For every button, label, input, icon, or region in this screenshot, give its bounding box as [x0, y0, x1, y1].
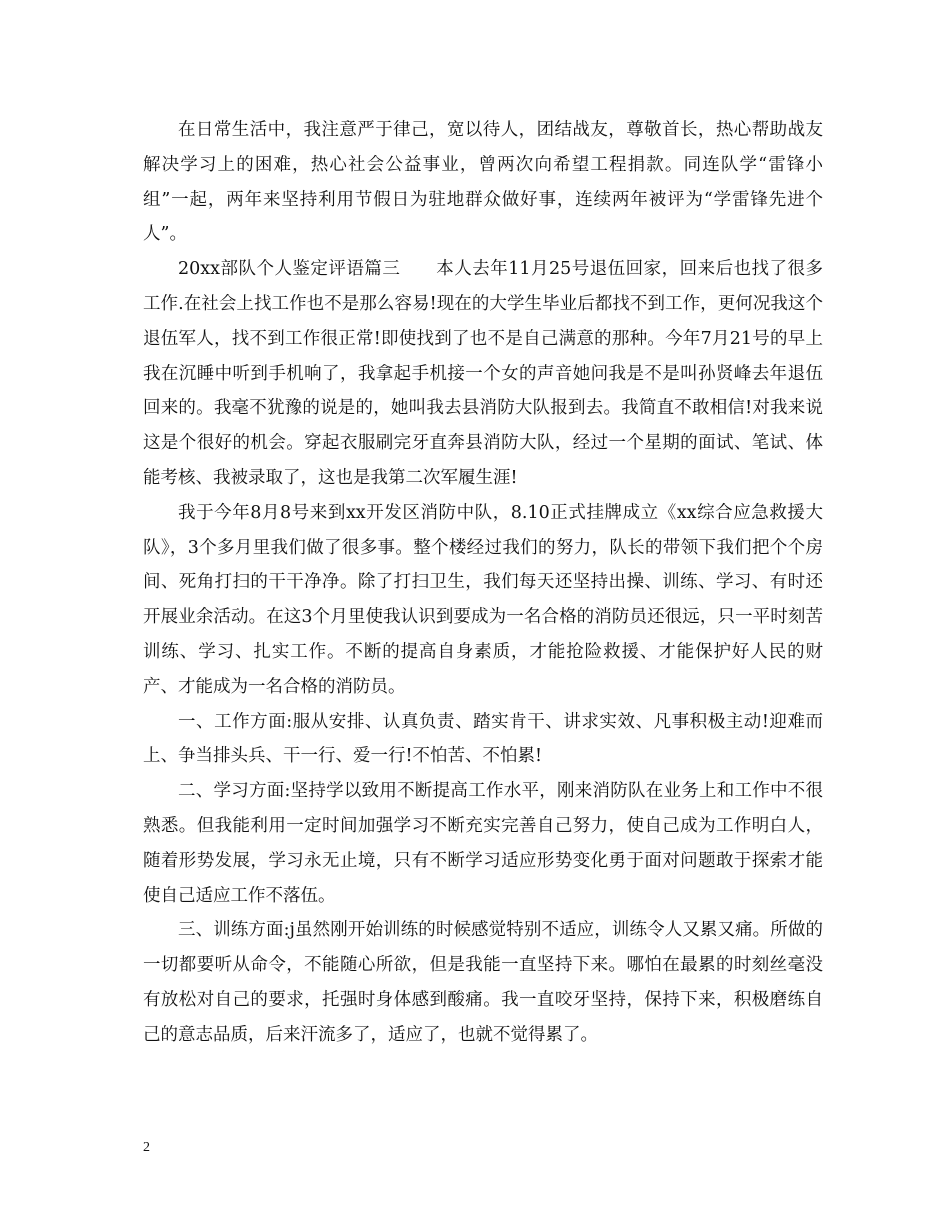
body-text [143, 113, 823, 1053]
paragraph: 我于今年8月8号来到xx开发区消防中队，8.10正式挂牌成立《xx综合应急救援大队》，3个多月里我们做了很多事。整个楼经过我们的努力，队长的带领下我们把个个房间、死角打扫的干干净净。除了打扫卫生，我们每天还坚持出操、训练、学习、有时还开展业余活动。在这3个月里使我认识到要成为一名合格的消防员还很远，只一平时刻苦训练、学习、扎实工作。不断的提高自身素质，才能抢险救援、才能保护好人民的财产、才能成为一名合格的消防员。 [143, 502, 823, 697]
page-number: 2 [143, 1140, 150, 1155]
paragraph: 在日常生活中，我注意严于律己，宽以待人，团结战友，尊敬首长，热心帮助战友解决学习上的困难，热心社会公益事业，曾两次向希望工程捐款。同连队学“雷锋小组”一起，两年来坚持利用节假日为驻地群众做好事，连续两年被评为“学雷锋先进个人”。 [143, 120, 823, 245]
paragraph: 20xx部队个人鉴定评语篇三 本人去年11月25号退伍回家，回来后也找了很多工作.在社会上找工作也不是那么容易!现在的大学生毕业后都找不到工作，更何况我这个退伍军人，找不到工作很正常!即使找到了也不是自己满意的那种。今年7月21号的早上我在沉睡中听到手机响了，我拿起手机接一个女的声音她问我是不是叫孙贤峰去年退伍回来的。我毫不犹豫的说是的，她叫我去县消防大队报到去。我简直不敢相信!对我来说这是个很好的机会。穿起衣服刷完牙直奔县消防大队，经过一个星期的面试、笔试、体能考核、我被录取了，这也是我第二次军履生涯! [143, 259, 823, 488]
paragraph: 一、工作方面:服从安排、认真负责、踏实肯干、讲求实效、凡事积极主动!迎难而上、争当排头兵、干一行、爱一行!不怕苦、不怕累! [143, 711, 823, 767]
paragraph: 三、训练方面:j虽然刚开始训练的时候感觉特别不适应，训练令人又累又痛。所做的一切都要听从命令，不能随心所欲，但是我能一直坚持下来。哪怕在最累的时刻丝毫没有放松对自己的要求，托强时身体感到酸痛。我一直咬牙坚持，保持下来，积极磨练自己的意志品质，后来汗流多了，适应了，也就不觉得累了。 [143, 920, 823, 1045]
paragraph: 二、学习方面:坚持学以致用不断提高工作水平，刚来消防队在业务上和工作中不很熟悉。但我能利用一定时间加强学习不断充实完善自己努力，使自己成为工作明白人，随着形势发展，学习永无止境，只有不断学习适应形势变化勇于面对问题敢于探索才能使自己适应工作不落伍。 [143, 781, 823, 906]
